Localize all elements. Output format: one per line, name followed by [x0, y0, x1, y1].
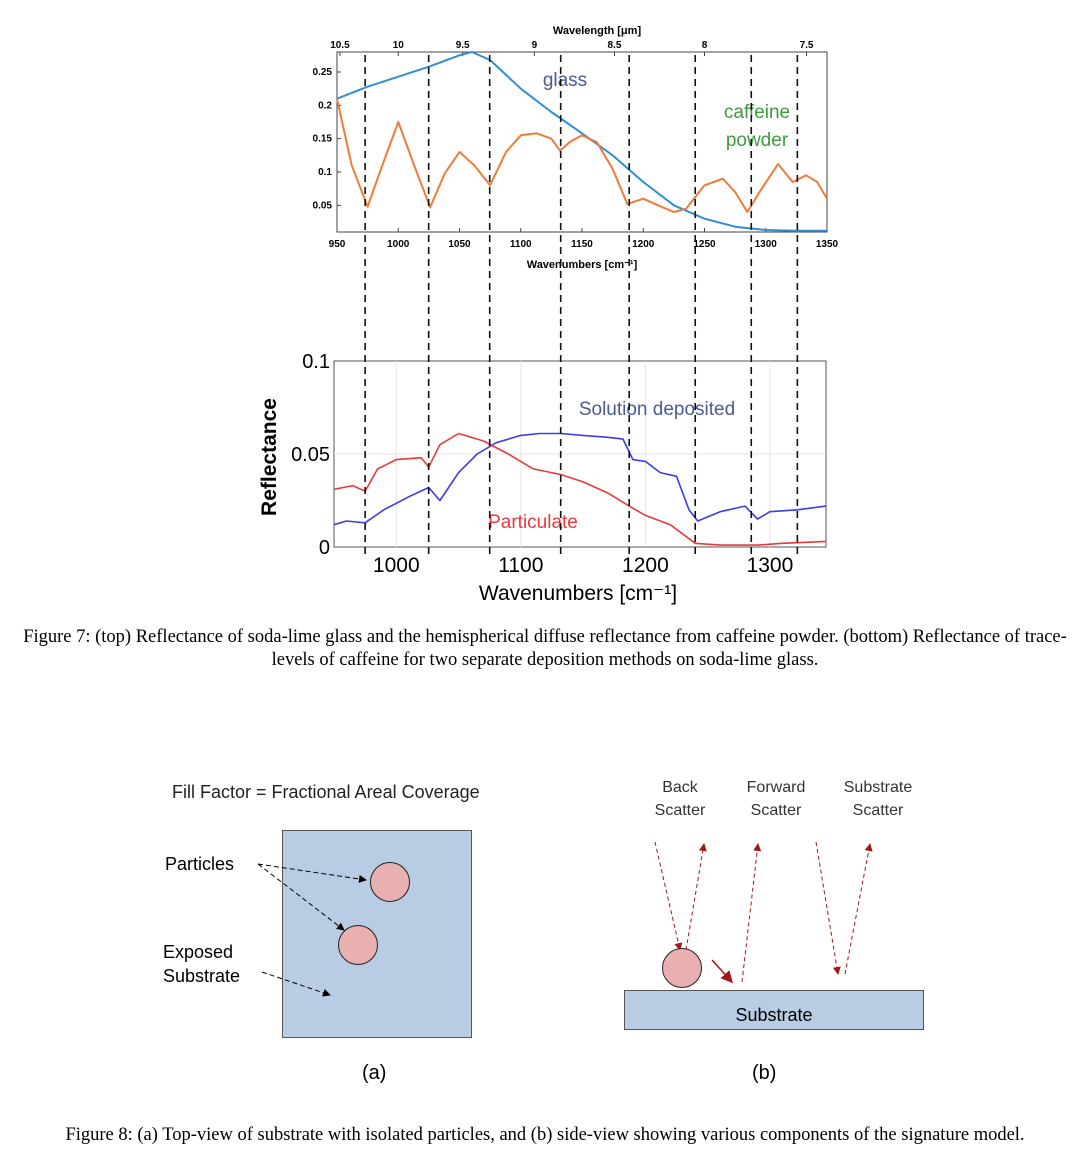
top-x-tick-label: 1350 [815, 239, 839, 250]
particles-label: Particles [165, 854, 235, 874]
top-wavelength-tick-label: 8.5 [607, 40, 622, 51]
forward-scatter-incident-ray [712, 960, 732, 982]
fill-factor-title: Fill Factor = Fractional Areal Coverage [172, 782, 480, 802]
top-wavelength-axis-label: Wavelength [μm] [552, 25, 642, 37]
substrate-scatter-reflected-ray [845, 844, 870, 974]
back-scatter-incident-ray [655, 842, 680, 950]
bottom-x-tick-label: 1100 [498, 554, 544, 577]
pointer-arrow [262, 972, 330, 995]
top-x-tick-label: 1300 [754, 239, 777, 250]
top-wavelength-tick-label: 9.5 [455, 40, 470, 51]
pointer-arrow [258, 864, 344, 930]
top-x-axis-label: Wavenumbers [cm⁻¹] [526, 259, 638, 271]
side-view-particle [662, 948, 702, 988]
glass-annotation: glass [542, 70, 588, 91]
top-wavelength-tick-label: 9 [531, 40, 538, 51]
bottom-y-tick-label: 0 [318, 537, 330, 559]
forward-scatter-label-line1: Forward [746, 779, 806, 796]
top-y-tick-label: 0.2 [318, 100, 332, 112]
figure-7-caption: Figure 7: (top) Reflectance of soda-lime glass and the hemispherical diffuse reflectance from caffeine powder. (bottom) Reflectance of trace-levels of caffeine for two separate deposition methods on soda-lime glass. [23, 627, 1067, 670]
top-wavelength-tick-label: 10.5 [330, 40, 350, 51]
exposed-label-line1: Exposed [163, 942, 234, 962]
bottom-y-tick-label: 0.1 [302, 351, 330, 373]
substrate-scatter-label-line2: Scatter [852, 802, 904, 819]
top-wavelength-tick-label: 10 [392, 40, 404, 51]
top-x-tick-label: 1100 [509, 239, 532, 250]
bottom-y-tick-label: 0.05 [291, 444, 330, 466]
top-wavelength-tick-label: 8 [701, 40, 708, 51]
top-wavelength-tick-label: 7.5 [799, 40, 814, 51]
bottom-y-axis-label: Reflectance [258, 398, 281, 516]
bottom-x-tick-label: 1300 [746, 554, 794, 577]
sublabel-a: (a) [362, 1062, 387, 1084]
back-scatter-label-line2: Scatter [654, 802, 706, 819]
figure-8-caption: Figure 8: (a) Top-view of substrate with isolated particles, and (b) side-view showing various components of the signature model. [65, 1125, 1025, 1145]
top-x-tick-label: 1200 [632, 239, 655, 250]
particulate-annotation: Particulate [488, 512, 578, 533]
top-x-tick-label: 1150 [571, 239, 593, 250]
bottom-x-axis-label: Wavenumbers [cm⁻¹] [478, 582, 678, 605]
forward-scatter-label [735, 776, 817, 822]
top-y-tick-label: 0.1 [318, 167, 332, 178]
back-scatter-reflected-ray [686, 844, 704, 950]
top-x-tick-label: 950 [328, 239, 346, 250]
exposed-label-line2: Substrate [163, 966, 241, 986]
top-x-tick-label: 1250 [693, 239, 716, 250]
top-y-tick-label: 0.15 [312, 133, 332, 145]
substrate-scatter-label [830, 776, 926, 822]
sublabel-b: (b) [752, 1062, 777, 1084]
solution-deposited-annotation: Solution deposited [578, 399, 736, 420]
pointer-arrow [258, 864, 366, 880]
substrate-label: Substrate [735, 1005, 813, 1025]
forward-scatter-ray [742, 844, 758, 982]
top-x-tick-label: 1000 [387, 239, 410, 250]
powder-annotation: powder [725, 130, 789, 151]
forward-scatter-label-line2: Scatter [750, 802, 802, 819]
top-y-tick-label: 0.05 [312, 200, 332, 212]
bottom-x-tick-label: 1000 [372, 554, 420, 577]
bottom-x-tick-label: 1200 [622, 554, 669, 577]
back-scatter-label-line1: Back [662, 779, 698, 796]
top-y-tick-label: 0.25 [312, 67, 332, 78]
substrate-scatter-label-line1: Substrate [843, 779, 913, 796]
top-x-tick-label: 1050 [448, 239, 471, 250]
figure-8 [0, 760, 1080, 1090]
caffeine-annotation: caffeine [723, 102, 791, 123]
back-scatter-label [645, 776, 715, 822]
substrate-scatter-incident-ray [816, 842, 838, 974]
